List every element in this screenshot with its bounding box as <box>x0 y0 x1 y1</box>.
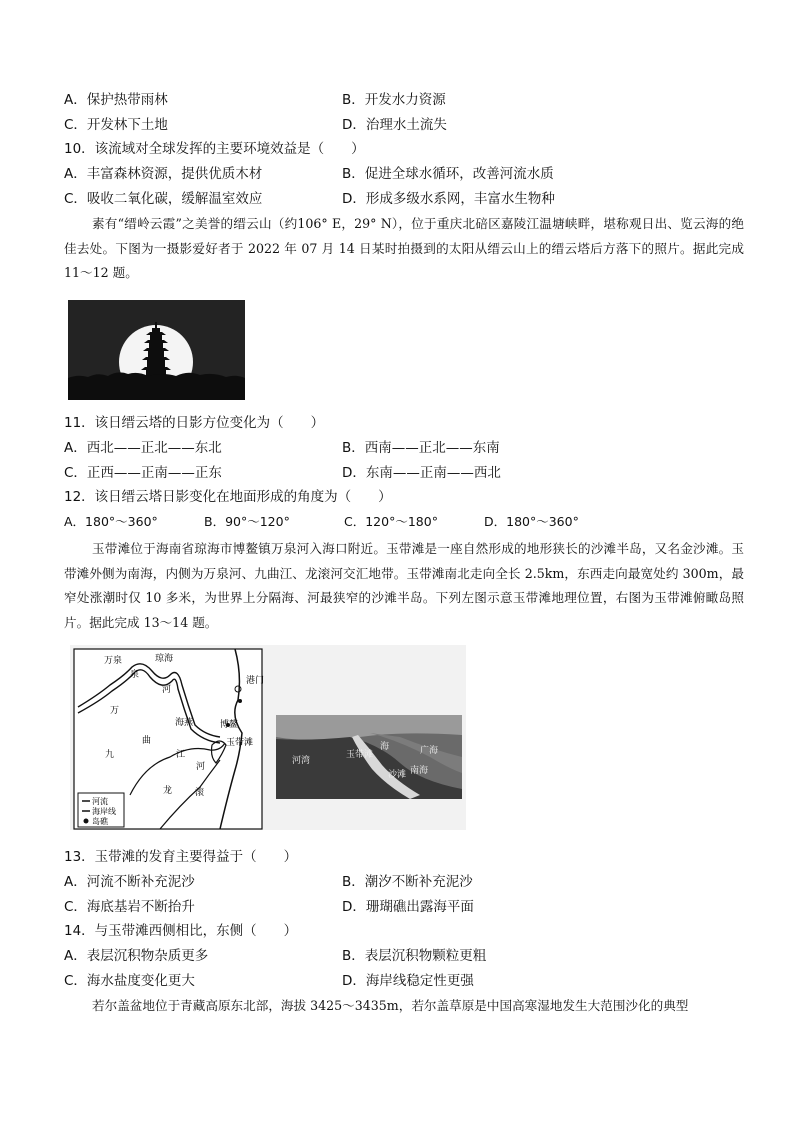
photo-label-hai: 海 <box>380 742 390 752</box>
q14-option-d: D．海岸线稳定性更强 <box>342 973 474 989</box>
q10-option-b: B．促进全球水循环，改善河流水质 <box>342 166 554 182</box>
q12-option-b: B．90°～120° <box>204 514 290 529</box>
passage-ruoergai: 若尔盖盆地位于青藏高原东北部，海拔 3425～3435m，若尔盖草原是中国高寒湿地发生大范围沙化的典型 <box>92 998 689 1013</box>
legend-river: 河流 <box>92 797 108 806</box>
map-label-long: 龙 <box>163 786 173 796</box>
q10-option-d: D．形成多级水系网，丰富水生物种 <box>342 191 555 207</box>
map-label-quan: 泉 <box>130 670 140 680</box>
map-label-haiyan: 海燕 <box>175 718 194 728</box>
q13-option-d: D．珊瑚礁出露海平面 <box>342 899 474 915</box>
q14-option-c: C．海水盐度变化更大 <box>64 973 195 989</box>
map-label-wan: 万 <box>110 706 120 716</box>
aerial-photo <box>276 715 462 799</box>
map-label-jiang: 江 <box>176 750 186 760</box>
q11-option-b: B．西南——正北——东南 <box>342 440 500 456</box>
q10-option-a: A．丰富森林资源，提供优质木材 <box>64 166 263 182</box>
legend-coastline: 海岸线 <box>92 807 116 816</box>
q12-stem: 12．该日缙云塔日影变化在地面形成的角度为（ ） <box>64 489 392 505</box>
q14-option-b: B．表层沉积物颗粒更粗 <box>342 948 487 964</box>
q11-option-d: D．东南——正南——西北 <box>342 465 501 481</box>
map-label-gun: 滚 <box>195 788 205 798</box>
q14-stem: 14．与玉带滩西侧相比，东侧（ ） <box>64 923 298 939</box>
photo-label-hewan: 河湾 <box>292 756 311 766</box>
yudaitan-figure <box>70 645 466 830</box>
map-label-qionghai: 琼海 <box>155 654 174 664</box>
q13-option-a: A．河流不断补充泥沙 <box>64 874 195 890</box>
map-label-wanquan: 万泉 <box>104 656 123 666</box>
q10-stem: 10．该流域对全球发挥的主要环境效益是（ ） <box>64 141 365 157</box>
passage-jinyun-mountain: 素有“缙岭云霞”之美誉的缙云山（约106° E，29° N），位于重庆北碚区嘉陵江温塘峡畔，堪称观日出、览云海的绝佳去处。下图为一摄影爱好者于 2022 年 07 月 14 日某时拍摄到的太阳从缙云山上的缙云塔后方落下的照片。据此完成 11～12 题。 <box>64 216 744 280</box>
q9-option-a: A．保护热带雨林 <box>64 92 168 108</box>
q12-option-a: A．180°～360° <box>64 514 158 529</box>
q13-option-c: C．海底基岩不断抬升 <box>64 899 195 915</box>
q10-option-c: C．吸收二氧化碳，缓解温室效应 <box>64 191 263 207</box>
photo-label-shatan: 沙滩 <box>388 770 407 780</box>
q12-option-c: C．120°～180° <box>344 514 438 529</box>
map-label-he1: 河 <box>162 685 172 695</box>
photo-label-guanghai: 广海 <box>420 746 439 756</box>
map-label-jiu: 九 <box>105 750 115 760</box>
q13-option-b: B．潮汐不断补充泥沙 <box>342 874 473 890</box>
q9-option-d: D．治理水土流失 <box>342 117 447 133</box>
legend-island: 岛礁 <box>92 817 108 826</box>
map-label-gangmen: 港门 <box>246 676 265 686</box>
passage-yudaitan: 玉带滩位于海南省琼海市博鳌镇万泉河入海口附近。玉带滩是一座自然形成的地形狭长的沙滩半岛，又名金沙滩。玉带滩外侧为南海，内侧为万泉河、九曲江、龙滚河交汇地带。玉带滩南北走向全长 2.5km，东西走向最宽处约 300m，最窄处涨潮时仅 10 多米，为世界上分隔海、河最狭窄的沙滩半岛。下列左图示意玉带滩地理位置，右图为玉带滩俯瞰岛照片。据此完成 13～14 题。 <box>64 541 744 630</box>
q11-option-a: A．西北——正北——东北 <box>64 440 222 456</box>
q11-stem: 11．该日缙云塔的日影方位变化为（ ） <box>64 415 325 431</box>
q9-option-c: C．开发林下土地 <box>64 117 168 133</box>
q14-option-a: A．表层沉积物杂质更多 <box>64 948 209 964</box>
map-label-he2: 河 <box>196 762 206 772</box>
q9-option-b: B．开发水力资源 <box>342 92 446 108</box>
photo-label-yudaitan: 玉带滩 <box>346 750 374 760</box>
q11-option-c: C．正西——正南——正东 <box>64 465 222 481</box>
sunset-tower-photo <box>68 300 245 400</box>
map-label-boao: 博鳌 <box>220 720 239 730</box>
map-label-qu: 曲 <box>142 736 152 746</box>
photo-label-nanhai: 南海 <box>410 766 429 776</box>
q12-option-d: D．180°～360° <box>484 514 579 529</box>
q13-stem: 13．玉带滩的发育主要得益于（ ） <box>64 849 298 865</box>
map-label-yudaitan: 玉带滩 <box>226 738 254 748</box>
